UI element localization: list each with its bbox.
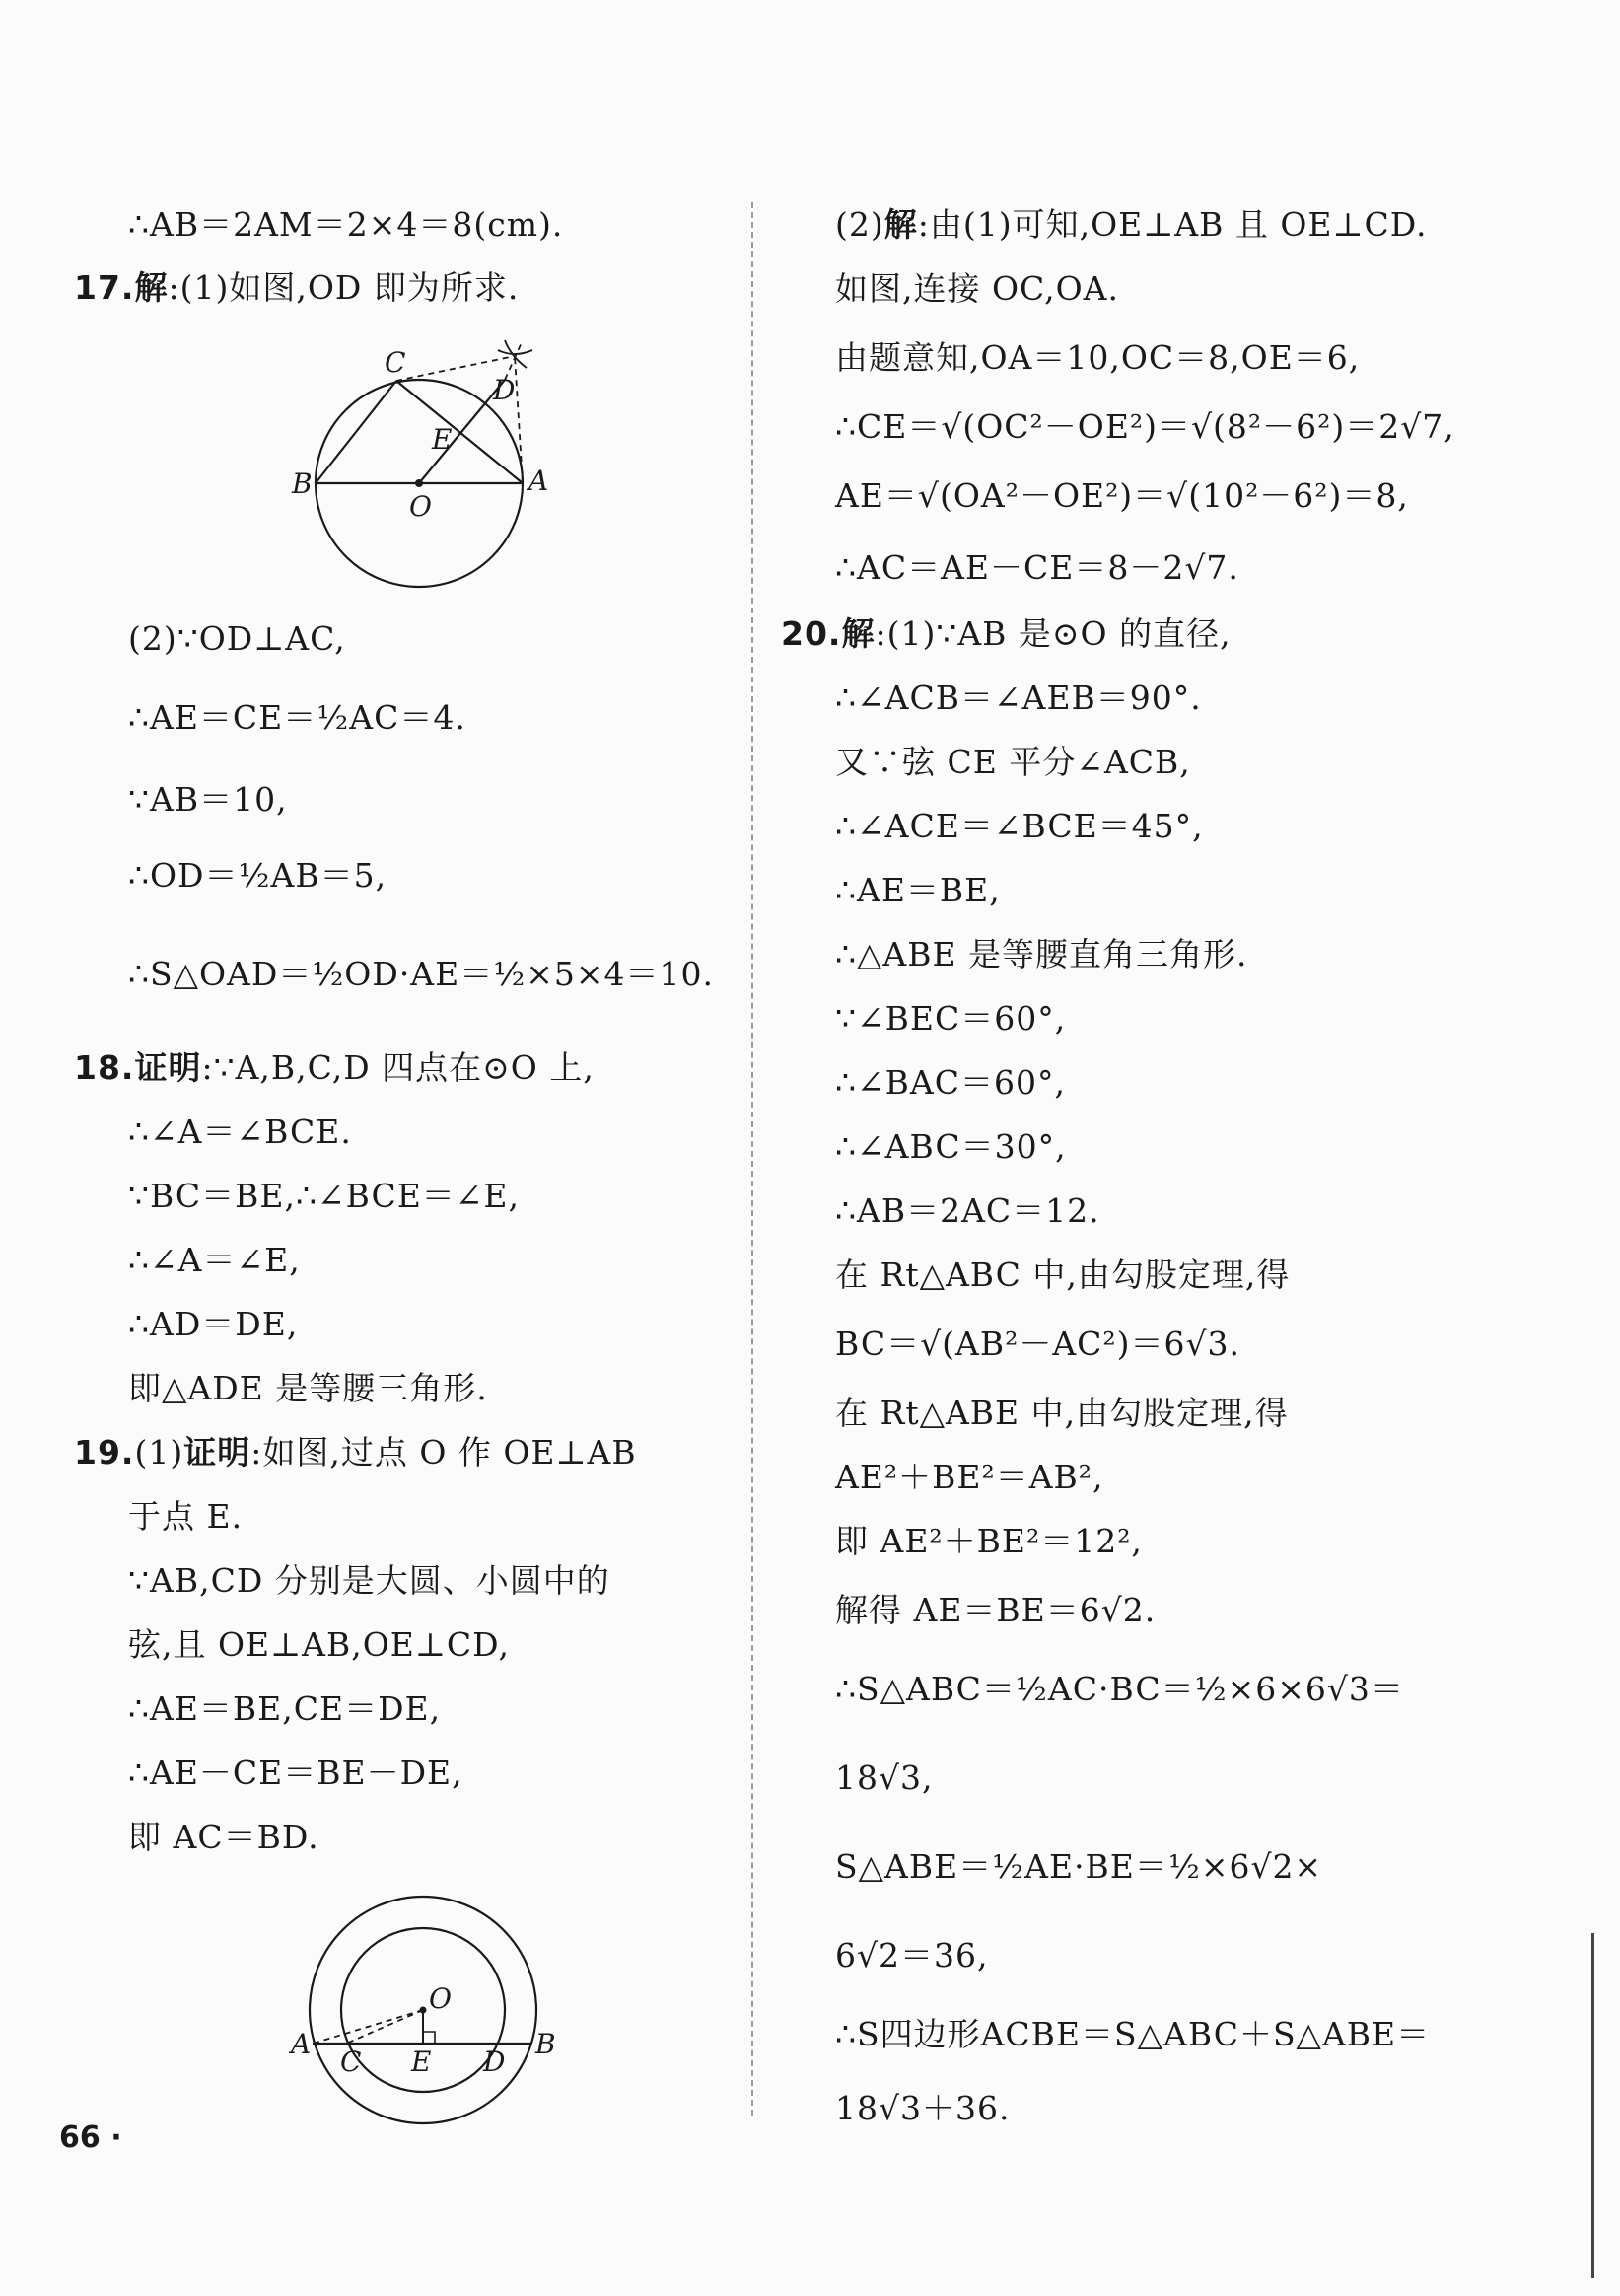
q19-line-4: 弦,且 OE⊥AB,OE⊥CD,	[128, 1625, 510, 1664]
fig19-dashed-oa	[313, 2010, 423, 2044]
q18-line-1: :∵A,B,C,D 四点在⊙O 上,	[201, 1048, 595, 1087]
q18-line-6: 即△ADE 是等腰三角形.	[128, 1369, 488, 1407]
q19-part: (1)	[134, 1433, 184, 1471]
q19-part2-line-4: ∴CE＝√(OC²－OE²)＝√(8²－6²)＝2√7,	[835, 407, 1455, 446]
q20-line-21: ∴S四边形ACBE＝S△ABC＋S△ABE＝	[835, 2015, 1431, 2053]
q19-part2-line-3: 由题意知,OA＝10,OC＝8,OE＝6,	[835, 338, 1361, 377]
q20-line-4: ∴∠ACE＝∠BCE＝45°,	[835, 807, 1204, 845]
q20-line-7: ∵∠BEC＝60°,	[835, 999, 1067, 1038]
q18-line-2: ∴∠A＝∠BCE.	[128, 1112, 352, 1151]
q18-line-5: ∴AD＝DE,	[128, 1305, 299, 1343]
q19-line-2: 于点 E.	[128, 1497, 244, 1536]
fig17-center-dot	[415, 479, 423, 487]
q17-line-1: :(1)如图,OD 即为所求.	[168, 268, 520, 307]
q17-number: 17.	[74, 268, 135, 307]
q19-part2-line-5: AE＝√(OA²－OE²)＝√(10²－6²)＝8,	[835, 476, 1409, 515]
fig17-arc-mark-1	[498, 350, 532, 354]
q17-line-2: (2)∵OD⊥AC,	[128, 619, 346, 658]
q18-line-4: ∴∠A＝∠E,	[128, 1241, 301, 1279]
column-divider	[751, 202, 753, 2116]
q19-part2-line-1: :由(1)可知,OE⊥AB 且 OE⊥CD.	[917, 205, 1428, 244]
q19-part2-header	[835, 202, 1428, 248]
q19-line-7: 即 AC＝BD.	[128, 1818, 319, 1856]
q19-part2-line-6: ∴AC＝AE－CE＝8－2√7.	[835, 548, 1239, 587]
q20-line-3: 又∵弦 CE 平分∠ACB,	[835, 743, 1191, 781]
fig19-label-o: O	[429, 1982, 452, 2015]
q19-part2: (2)	[835, 205, 884, 244]
q20-line-5: ∴AE＝BE,	[835, 871, 1001, 909]
q20-header	[781, 611, 1232, 657]
fig17-label-d: D	[493, 374, 516, 406]
fig19-label-d: D	[483, 2045, 506, 2078]
q20-line-20: 6√2＝36,	[835, 1936, 989, 1974]
fig17-chord-bc	[316, 381, 396, 483]
q19-number: 19.	[74, 1433, 135, 1471]
q17-header	[74, 265, 519, 311]
q18-header	[74, 1045, 595, 1091]
figure-19-concentric-circles	[281, 1894, 557, 2135]
q17-keyword: 解	[134, 268, 169, 307]
q20-line-2: ∴∠ACB＝∠AEB＝90°.	[835, 679, 1202, 717]
q17-line-5: ∴OD＝½AB＝5,	[128, 856, 387, 895]
q19-line-6: ∴AE－CE＝BE－DE,	[128, 1754, 463, 1792]
page-number: 66 ·	[59, 2120, 122, 2155]
q20-number: 20.	[781, 614, 842, 653]
fig19-label-a: A	[291, 2028, 312, 2060]
q19-part2-line-2: 如图,连接 OC,OA.	[835, 269, 1119, 308]
q20-line-15: 即 AE²＋BE²＝12²,	[835, 1522, 1143, 1560]
fig17-label-e: E	[432, 423, 453, 456]
fig19-label-e: E	[411, 2045, 432, 2078]
q19-part2-keyword: 解	[883, 205, 918, 244]
figure-17-circle	[286, 321, 549, 557]
q19-header	[74, 1430, 637, 1475]
fig19-label-c: C	[340, 2045, 362, 2078]
q17-line-6: ∴S△OAD＝½OD·AE＝½×5×4＝10.	[128, 955, 714, 993]
q20-line-19: S△ABE＝½AE·BE＝½×6√2×	[835, 1847, 1323, 1886]
q20-line-18: 18√3,	[835, 1758, 934, 1797]
q20-line-13: 在 Rt△ABE 中,由勾股定理,得	[835, 1394, 1289, 1432]
fig19-right-angle-mark	[423, 2032, 435, 2044]
fig17-label-o: O	[409, 490, 432, 523]
line-ab-8cm: ∴AB＝2AM＝2×4＝8(cm).	[128, 205, 564, 244]
q20-line-6: ∴△ABE 是等腰直角三角形.	[835, 935, 1248, 973]
q20-line-1: :(1)∵AB 是⊙O 的直径,	[875, 614, 1232, 653]
fig19-label-b: B	[535, 2028, 556, 2060]
q20-line-11: 在 Rt△ABC 中,由勾股定理,得	[835, 1256, 1291, 1294]
q18-number: 18.	[74, 1048, 135, 1087]
q20-line-8: ∴∠BAC＝60°,	[835, 1063, 1066, 1102]
fig17-label-a: A	[528, 465, 549, 497]
q20-line-12: BC＝√(AB²－AC²)＝6√3.	[835, 1325, 1241, 1363]
q19-line-5: ∴AE＝BE,CE＝DE,	[128, 1689, 442, 1728]
fig19-dashed-oc	[346, 2010, 423, 2044]
q20-line-16: 解得 AE＝BE＝6√2.	[835, 1591, 1157, 1629]
binding-edge	[1591, 1933, 1594, 2278]
q20-line-10: ∴AB＝2AC＝12.	[835, 1191, 1100, 1230]
q20-line-14: AE²＋BE²＝AB²,	[835, 1458, 1104, 1496]
q17-line-4: ∵AB＝10,	[128, 780, 288, 819]
q20-line-17: ∴S△ABC＝½AC·BC＝½×6×6√3＝	[835, 1670, 1404, 1708]
fig19-center-dot	[420, 2007, 427, 2014]
q18-keyword: 证明	[134, 1048, 202, 1087]
q18-line-3: ∵BC＝BE,∴∠BCE＝∠E,	[128, 1177, 521, 1215]
fig17-label-c: C	[385, 346, 406, 379]
q17-line-3: ∴AE＝CE＝½AC＝4.	[128, 698, 466, 737]
q19-keyword: 证明	[183, 1433, 251, 1471]
q19-line-1: :如图,过点 O 作 OE⊥AB	[250, 1433, 637, 1471]
q20-line-9: ∴∠ABC＝30°,	[835, 1127, 1067, 1166]
q19-line-3: ∵AB,CD 分别是大圆、小圆中的	[128, 1561, 610, 1600]
fig17-label-b: B	[292, 467, 313, 500]
q20-keyword: 解	[841, 614, 876, 653]
q20-line-22: 18√3＋36.	[835, 2089, 1011, 2127]
